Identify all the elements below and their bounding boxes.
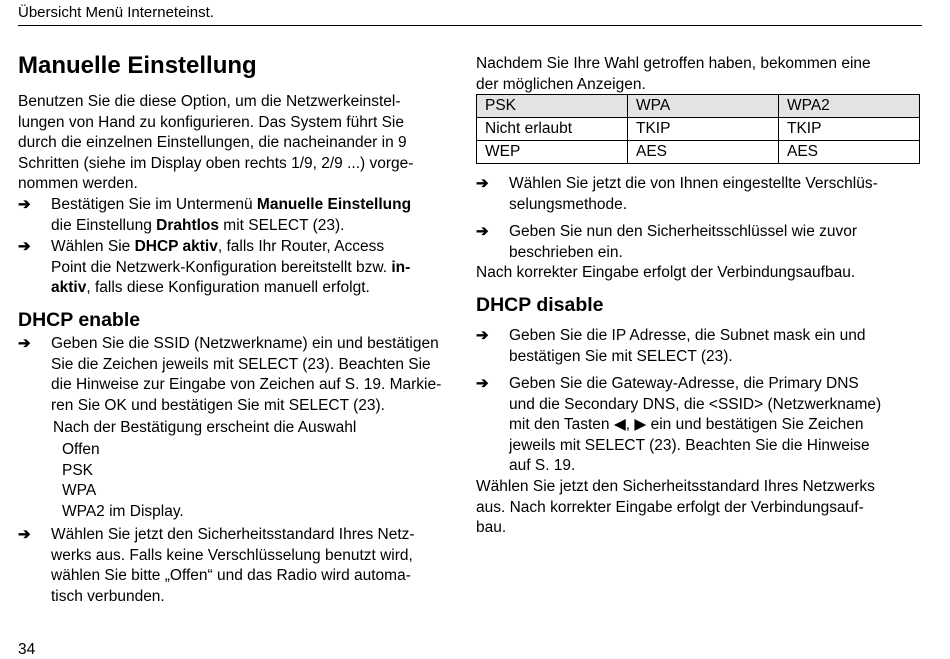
- after-text: Nach korrekter Eingabe erfolgt der Verbindungsaufbau.: [476, 264, 856, 281]
- table-cell: PSK: [477, 95, 628, 118]
- arrow-right-icon: ➔: [18, 196, 31, 213]
- section-title-dhcp-disable: DHCP disable: [476, 294, 604, 316]
- text: Wählen Sie: [51, 238, 135, 255]
- table-cell: Nicht erlaubt: [477, 118, 628, 141]
- bold-term: DHCP aktiv: [134, 238, 218, 255]
- bullet-ip-address: [476, 326, 922, 367]
- text: Nachdem Sie Ihre Wahl getroffen haben, bekommen eine: [476, 55, 871, 72]
- table-cell: TKIP: [779, 118, 920, 141]
- text: beschrieben ein.: [509, 243, 623, 261]
- text: Wählen Sie jetzt den Sicherheitsstandard Ihres Netzwerks: [476, 478, 875, 495]
- text: die Hinweise zur Eingabe von Zeichen auf S. 19. Markie-: [51, 376, 442, 394]
- text: und die Secondary DNS, die <SSID> (Netzwerkname): [509, 395, 882, 413]
- text: aus. Nach korrekter Eingabe erfolgt der Verbindungsauf-: [476, 498, 864, 516]
- text: tisch verbunden.: [51, 587, 165, 605]
- intro-line: nommen werden.: [18, 175, 138, 193]
- text: bestätigen Sie mit SELECT (23).: [509, 347, 733, 365]
- right-intro: [476, 54, 922, 95]
- text: mit SELECT (23).: [219, 216, 345, 234]
- text: Geben Sie die SSID (Netzwerkname) ein und bestätigen: [51, 335, 439, 352]
- option-item: WPA2 im Display.: [62, 502, 184, 520]
- table-cell: AES: [628, 141, 779, 164]
- bullet-confirm-wireless: [18, 195, 463, 236]
- table-row: [477, 141, 920, 164]
- section-title-manual: Manuelle Einstellung: [18, 52, 257, 79]
- bold-term: Manuelle Einstellung: [256, 196, 412, 213]
- text: Geben Sie nun den Sicherheitsschlüssel wie zuvor: [509, 223, 858, 240]
- text: mit den Tasten ◀, ▶ ein und bestätigen Sie Zeichen: [509, 416, 864, 434]
- confirm-line: Nach der Bestätigung erscheint die Auswahl: [53, 419, 357, 436]
- text: Wählen Sie jetzt den Sicherheitsstandard Ihres Netz-: [51, 526, 415, 543]
- text: selungsmethode.: [509, 195, 628, 213]
- table-cell: WEP: [477, 141, 628, 164]
- arrow-right-icon: ➔: [476, 175, 489, 192]
- closing-text: [476, 477, 922, 539]
- arrow-right-icon: ➔: [18, 238, 31, 255]
- intro-line: durch die einzelnen Einstellungen, die nacheinander in 9: [18, 134, 407, 152]
- table-row: [477, 95, 920, 118]
- table-cell: WPA: [628, 95, 779, 118]
- option-item: Offen: [62, 441, 100, 458]
- arrow-right-icon: ➔: [476, 223, 489, 240]
- table-cell: AES: [779, 141, 920, 164]
- text: , falls diese Konfiguration manuell erfolgt.: [86, 279, 370, 297]
- table-row: [477, 118, 920, 141]
- text: bau.: [476, 519, 507, 537]
- arrow-right-icon: ➔: [18, 526, 31, 543]
- section-title-dhcp-enable: DHCP enable: [18, 309, 141, 331]
- text: die Einstellung: [51, 216, 157, 234]
- running-header: Übersicht Menü Interneteinst.: [18, 4, 214, 21]
- page-number: 34: [18, 641, 36, 658]
- bullet-security-key: [476, 222, 922, 263]
- text: , falls Ihr Router, Access: [217, 238, 385, 255]
- bullet-gateway: [476, 374, 922, 477]
- text: der möglichen Anzeigen.: [476, 75, 646, 93]
- text: jeweils mit SELECT (23). Beachten Sie die Hinweise: [509, 436, 870, 454]
- header-rule: [18, 25, 922, 26]
- bullet-ssid: [18, 334, 463, 416]
- text: wählen Sie bitte „Offen“ und das Radio wird automa-: [51, 567, 411, 585]
- arrow-right-icon: ➔: [476, 327, 489, 344]
- left-intro: [18, 92, 463, 195]
- text: Geben Sie die IP Adresse, die Subnet mask ein und: [509, 327, 866, 344]
- text: auf S. 19.: [509, 457, 576, 475]
- option-item: PSK: [62, 461, 94, 479]
- intro-line: Benutzen Sie die diese Option, um die Netzwerkeinstel-: [18, 93, 401, 110]
- table-cell: WPA2: [779, 95, 920, 118]
- bold-term: aktiv: [51, 279, 87, 297]
- bullet-security-standard: [18, 525, 463, 607]
- intro-line: lungen von Hand zu konfigurieren. Das System führt Sie: [18, 113, 404, 131]
- text: ren Sie OK und bestätigen Sie mit SELECT (23).: [51, 396, 385, 414]
- option-item: WPA: [62, 482, 97, 500]
- intro-line: Schritten (siehe im Display oben rechts 1/9, 2/9 ...) vorge-: [18, 154, 414, 172]
- text: werks aus. Falls keine Verschlüsselung benutzt wird,: [51, 546, 413, 564]
- bullet-dhcp-choice: [18, 237, 463, 299]
- arrow-right-icon: ➔: [18, 335, 31, 352]
- text: Wählen Sie jetzt die von Ihnen eingestellte Verschlüs-: [509, 175, 878, 192]
- text: Point die Netzwerk-Konfiguration bereitstellt bzw.: [51, 258, 392, 276]
- table-cell: TKIP: [628, 118, 779, 141]
- text: Geben Sie die Gateway-Adresse, die Primary DNS: [509, 375, 859, 392]
- bold-term: in-: [391, 258, 411, 276]
- arrow-right-icon: ➔: [476, 375, 489, 392]
- option-list: [62, 440, 184, 522]
- text: Sie die Zeichen jeweils mit SELECT (23). Beachten Sie: [51, 355, 431, 373]
- encryption-table: [476, 94, 920, 164]
- text: Bestätigen Sie im Untermenü: [51, 196, 257, 213]
- bullet-encryption-method: [476, 174, 922, 215]
- bold-term: Drahtlos: [156, 216, 219, 234]
